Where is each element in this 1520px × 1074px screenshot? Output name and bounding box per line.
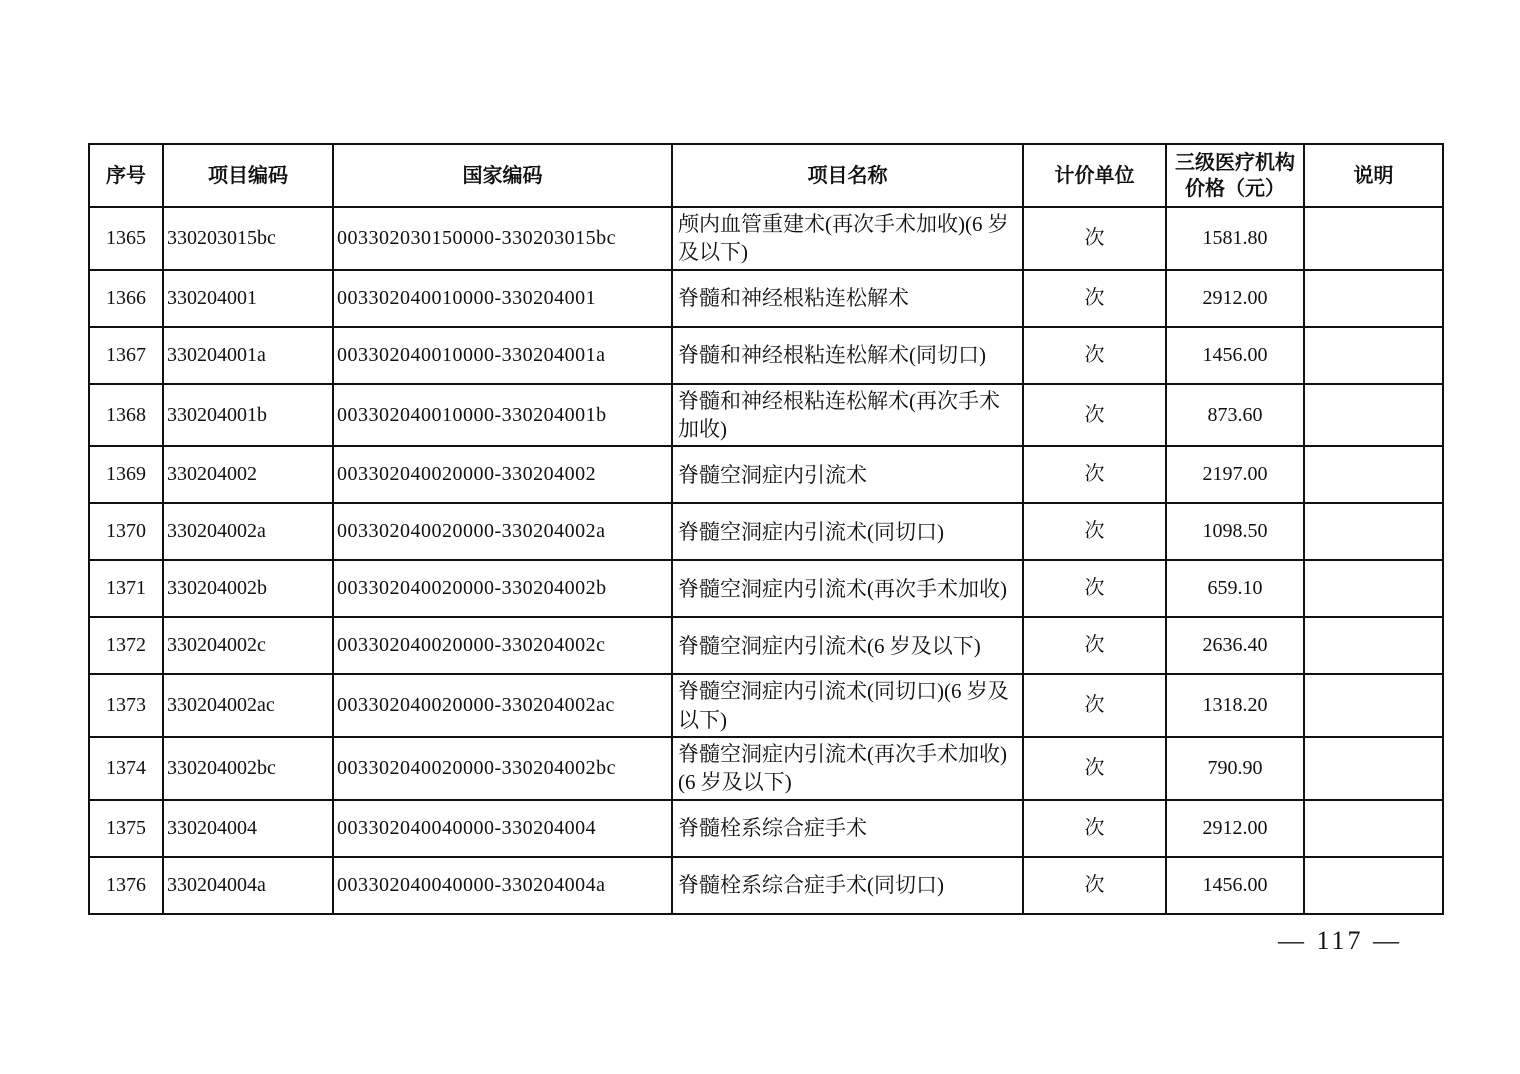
table-row [89, 857, 1443, 914]
cell-item-name: 脊髓空洞症内引流术(6 岁及以下) [672, 617, 1023, 674]
cell-national-code: 003302040020000-330204002a [333, 503, 672, 560]
table-body [89, 207, 1443, 914]
cell-price: 659.10 [1166, 560, 1304, 617]
cell-item-name: 脊髓栓系综合症手术 [672, 800, 1023, 857]
table-row [89, 270, 1443, 327]
table-row [89, 560, 1443, 617]
pricing-table [88, 143, 1444, 915]
cell-national-code: 003302040040000-330204004a [333, 857, 672, 914]
header-unit: 计价单位 [1023, 144, 1166, 207]
cell-item-name: 脊髓空洞症内引流术(同切口)(6 岁及以下) [672, 674, 1023, 737]
cell-price: 2197.00 [1166, 446, 1304, 503]
header-item-code: 项目编码 [163, 144, 333, 207]
header-national-code: 国家编码 [333, 144, 672, 207]
cell-item-code: 330204002 [163, 446, 333, 503]
cell-note [1304, 560, 1443, 617]
cell-seq: 1369 [89, 446, 163, 503]
cell-item-code: 330204001a [163, 327, 333, 384]
cell-price: 1581.80 [1166, 207, 1304, 270]
cell-item-code: 330204004 [163, 800, 333, 857]
cell-note [1304, 384, 1443, 447]
cell-unit: 次 [1023, 857, 1166, 914]
cell-unit: 次 [1023, 270, 1166, 327]
cell-national-code: 003302040020000-330204002bc [333, 737, 672, 800]
header-seq: 序号 [89, 144, 163, 207]
cell-seq: 1371 [89, 560, 163, 617]
cell-price: 1456.00 [1166, 857, 1304, 914]
cell-unit: 次 [1023, 327, 1166, 384]
cell-national-code: 003302040040000-330204004 [333, 800, 672, 857]
cell-note [1304, 327, 1443, 384]
cell-item-code: 330204002b [163, 560, 333, 617]
cell-unit: 次 [1023, 674, 1166, 737]
cell-item-name: 脊髓空洞症内引流术(再次手术加收)(6 岁及以下) [672, 737, 1023, 800]
table-row [89, 800, 1443, 857]
cell-note [1304, 503, 1443, 560]
cell-unit: 次 [1023, 737, 1166, 800]
cell-note [1304, 270, 1443, 327]
cell-seq: 1375 [89, 800, 163, 857]
cell-price: 873.60 [1166, 384, 1304, 447]
cell-price: 1098.50 [1166, 503, 1304, 560]
cell-unit: 次 [1023, 446, 1166, 503]
header-item-name: 项目名称 [672, 144, 1023, 207]
cell-national-code: 003302040010000-330204001 [333, 270, 672, 327]
cell-note [1304, 617, 1443, 674]
table-row [89, 503, 1443, 560]
cell-unit: 次 [1023, 800, 1166, 857]
cell-national-code: 003302040010000-330204001a [333, 327, 672, 384]
table-header [89, 144, 1443, 207]
cell-item-name: 脊髓栓系综合症手术(同切口) [672, 857, 1023, 914]
cell-seq: 1365 [89, 207, 163, 270]
header-note: 说明 [1304, 144, 1443, 207]
cell-note [1304, 857, 1443, 914]
cell-unit: 次 [1023, 503, 1166, 560]
cell-national-code: 003302040020000-330204002c [333, 617, 672, 674]
cell-item-name: 脊髓空洞症内引流术(同切口) [672, 503, 1023, 560]
cell-note [1304, 800, 1443, 857]
cell-seq: 1372 [89, 617, 163, 674]
cell-national-code: 003302040020000-330204002 [333, 446, 672, 503]
cell-item-code: 330204001b [163, 384, 333, 447]
cell-item-name: 脊髓和神经根粘连松解术 [672, 270, 1023, 327]
cell-note [1304, 674, 1443, 737]
cell-item-name: 脊髓和神经根粘连松解术(再次手术加收) [672, 384, 1023, 447]
cell-unit: 次 [1023, 384, 1166, 447]
cell-seq: 1368 [89, 384, 163, 447]
header-price: 三级医疗机构价格（元） [1166, 144, 1304, 207]
cell-item-name: 脊髓空洞症内引流术 [672, 446, 1023, 503]
cell-seq: 1366 [89, 270, 163, 327]
page-number: — 117 — [1277, 926, 1403, 955]
table-header-row [89, 144, 1443, 207]
table-row [89, 384, 1443, 447]
cell-item-name: 脊髓和神经根粘连松解术(同切口) [672, 327, 1023, 384]
cell-item-code: 330204004a [163, 857, 333, 914]
cell-item-code: 330204001 [163, 270, 333, 327]
cell-unit: 次 [1023, 560, 1166, 617]
table-row [89, 737, 1443, 800]
cell-price: 790.90 [1166, 737, 1304, 800]
cell-note [1304, 737, 1443, 800]
cell-seq: 1370 [89, 503, 163, 560]
table-row [89, 446, 1443, 503]
table-row [89, 327, 1443, 384]
cell-price: 1318.20 [1166, 674, 1304, 737]
table-row [89, 617, 1443, 674]
table-row [89, 674, 1443, 737]
cell-national-code: 003302030150000-330203015bc [333, 207, 672, 270]
cell-seq: 1373 [89, 674, 163, 737]
cell-item-code: 330204002a [163, 503, 333, 560]
cell-national-code: 003302040020000-330204002b [333, 560, 672, 617]
cell-seq: 1367 [89, 327, 163, 384]
cell-item-code: 330204002bc [163, 737, 333, 800]
cell-item-code: 330204002ac [163, 674, 333, 737]
cell-unit: 次 [1023, 207, 1166, 270]
cell-national-code: 003302040010000-330204001b [333, 384, 672, 447]
cell-note [1304, 207, 1443, 270]
cell-price: 1456.00 [1166, 327, 1304, 384]
cell-price: 2912.00 [1166, 800, 1304, 857]
table-row [89, 207, 1443, 270]
cell-unit: 次 [1023, 617, 1166, 674]
cell-item-code: 330204002c [163, 617, 333, 674]
cell-price: 2912.00 [1166, 270, 1304, 327]
cell-seq: 1376 [89, 857, 163, 914]
cell-item-code: 330203015bc [163, 207, 333, 270]
cell-national-code: 003302040020000-330204002ac [333, 674, 672, 737]
cell-item-name: 颅内血管重建术(再次手术加收)(6 岁及以下) [672, 207, 1023, 270]
cell-seq: 1374 [89, 737, 163, 800]
cell-note [1304, 446, 1443, 503]
cell-price: 2636.40 [1166, 617, 1304, 674]
cell-item-name: 脊髓空洞症内引流术(再次手术加收) [672, 560, 1023, 617]
